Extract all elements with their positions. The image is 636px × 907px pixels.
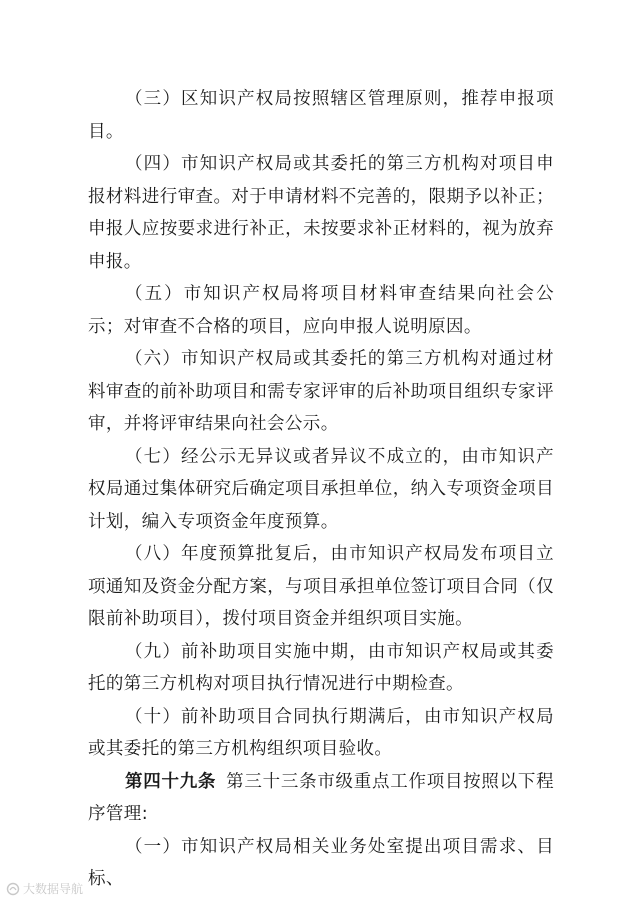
watermark [6,880,83,897]
document-body [88,83,554,896]
article-49 [88,766,554,831]
paragraph-6: （六）市知识产权局或其委托的第三方机构对通过材料审查的前补助项目和需专家评审的后补助项目组织专家评审，并将评审结果向社会公示。 [88,349,554,434]
article-text: 第三十三条市级重点工作项目按照以下程序管理: [88,771,555,824]
watermark-text: 大数据导航 [23,882,84,896]
paragraph-4: （四）市知识产权局或其委托的第三方机构对项目申报材料进行审查。对于申请材料不完善的，限期予以补正；申报人应按要求进行补正，未按要求补正材料的，视为放弃申报。 [88,154,554,272]
paragraph-8: （八）年度预算批复后，由市知识产权局发布项目立项通知及资金分配方案，与项目承担单位签订项目合同（仅限前补助项目），拨付项目资金并组织项目实施。 [88,544,554,629]
paragraph-5: （五）市知识产权局将项目材料审查结果向社会公示；对审查不合格的项目，应向申报人说明原因。 [88,284,554,337]
paragraph-10: （十）前补助项目合同执行期满后，由市知识产权局或其委托的第三方机构组织项目验收。 [88,706,554,759]
watermark-logo-icon [6,882,20,896]
paragraph-3: （三）区知识产权局按照辖区管理原则，推荐申报项目。 [88,89,554,142]
article-heading: 第四十九条 [125,771,217,792]
paragraph-7: （七）经公示无异议或者异议不成立的，由市知识产权局通过集体研究后确定项目承担单位，纳入专项资金项目计划，编入专项资金年度预算。 [88,446,554,532]
paragraph-9: （九）前补助项目实施中期，由市知识产权局或其委托的第三方机构对项目执行情况进行中期检查。 [88,641,554,694]
paragraph-1-next: （一）市知识产权局相关业务处室提出项目需求、目标、 [88,836,554,889]
